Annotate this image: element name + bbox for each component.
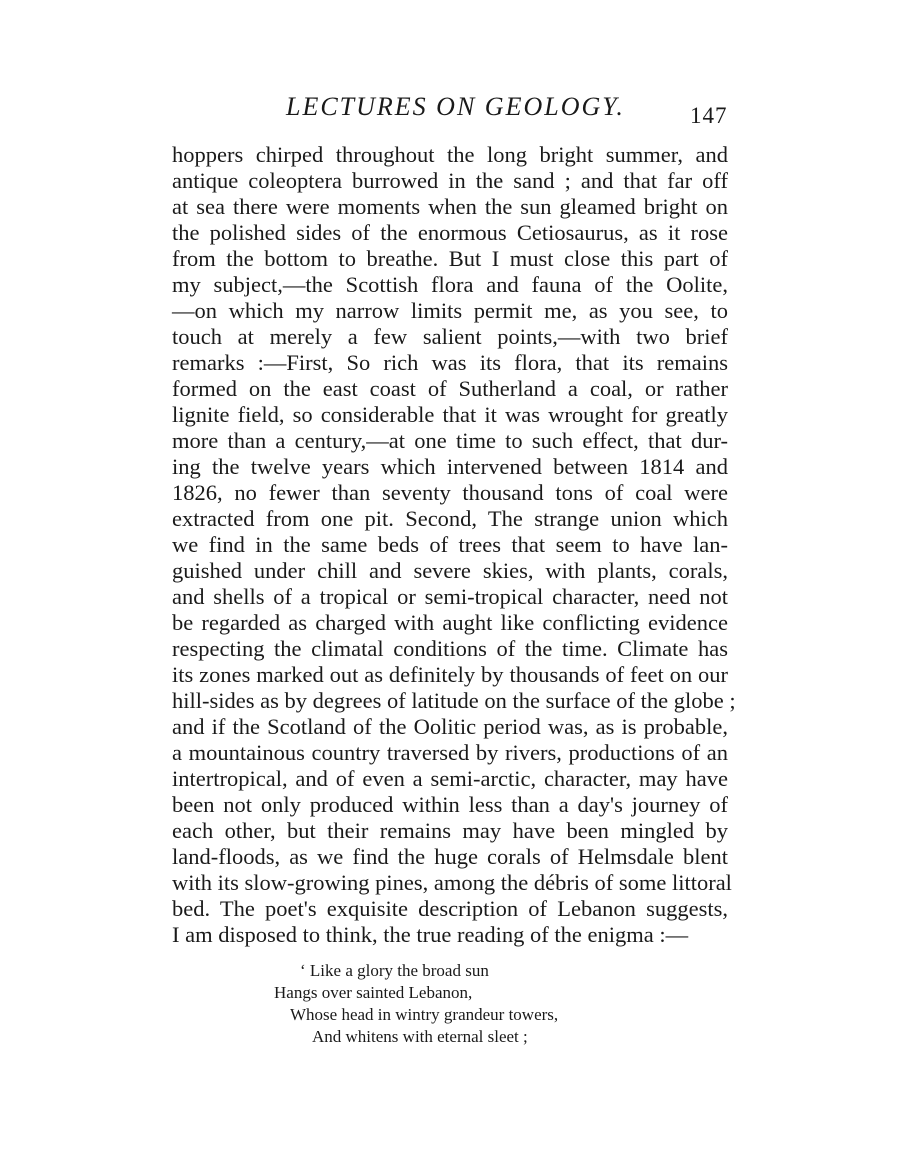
text-line: intertropical, and of even a semi-arctic, character, may have [172, 766, 728, 791]
text-line: more than a century,—at one time to such effect, that dur- [172, 428, 728, 453]
text-line: extracted from one pit. Second, The strange union which [172, 506, 728, 531]
text-line: guished under chill and severe skies, with plants, corals, [172, 558, 728, 583]
verse-line: Hangs over sainted Lebanon, [274, 983, 473, 1002]
text-line: the polished sides of the enormous Cetiosaurus, as it rose [172, 220, 728, 245]
text-line: been not only produced within less than a day's journey of [172, 792, 728, 817]
text-line: at sea there were moments when the sun gleamed bright on [172, 194, 728, 219]
text-line: remarks :—First, So rich was its flora, that its remains [172, 350, 728, 375]
running-head: LECTURES ON GEOLOGY. [286, 92, 625, 121]
text-line: hill-sides as by degrees of latitude on the surface of the globe ; [172, 688, 736, 713]
text-line: lignite field, so considerable that it was wrought for greatly [172, 402, 728, 427]
text-line: from the bottom to breathe. But I must close this part of [172, 246, 728, 271]
body-text [172, 142, 736, 948]
text-line: touch at merely a few salient points,—with two brief [172, 324, 728, 349]
text-line: —on which my narrow limits permit me, as you see, to [172, 298, 728, 323]
text-line: antique coleoptera burrowed in the sand ; and that far off [172, 168, 728, 193]
verse-line: And whitens with eternal sleet ; [312, 1027, 528, 1046]
text-line: its zones marked out as definitely by thousands of feet on our [172, 662, 728, 687]
verse-quotation [270, 960, 630, 1048]
text-line: respecting the climatal conditions of the time. Climate has [172, 636, 728, 661]
text-line: with its slow-growing pines, among the débris of some littoral [172, 870, 732, 895]
text-line: hoppers chirped throughout the long bright summer, and [172, 142, 728, 167]
text-line: I am disposed to think, the true reading of the enigma :— [172, 922, 689, 947]
text-line: ing the twelve years which intervened between 1814 and [172, 454, 728, 479]
page-number: 147 [690, 103, 728, 128]
text-line: 1826, no fewer than seventy thousand tons of coal were [172, 480, 728, 505]
verse-line: Whose head in wintry grandeur towers, [290, 1005, 559, 1024]
text-line: be regarded as charged with aught like conflicting evidence [172, 610, 728, 635]
text-line: we find in the same beds of trees that seem to have lan- [172, 532, 728, 557]
text-line: and if the Scotland of the Oolitic period was, as is probable, [172, 714, 728, 739]
text-line: and shells of a tropical or semi-tropical character, need not [172, 584, 728, 609]
verse-line: ‘ Like a glory the broad sun [300, 961, 489, 980]
text-line: each other, but their remains may have been mingled by [172, 818, 728, 843]
text-line: my subject,—the Scottish flora and fauna of the Oolite, [172, 272, 728, 297]
text-line: formed on the east coast of Sutherland a coal, or rather [172, 376, 728, 401]
text-line: a mountainous country traversed by rivers, productions of an [172, 740, 728, 765]
text-line: land-floods, as we find the huge corals of Helmsdale blent [172, 844, 728, 869]
text-line: bed. The poet's exquisite description of Lebanon suggests, [172, 896, 728, 921]
